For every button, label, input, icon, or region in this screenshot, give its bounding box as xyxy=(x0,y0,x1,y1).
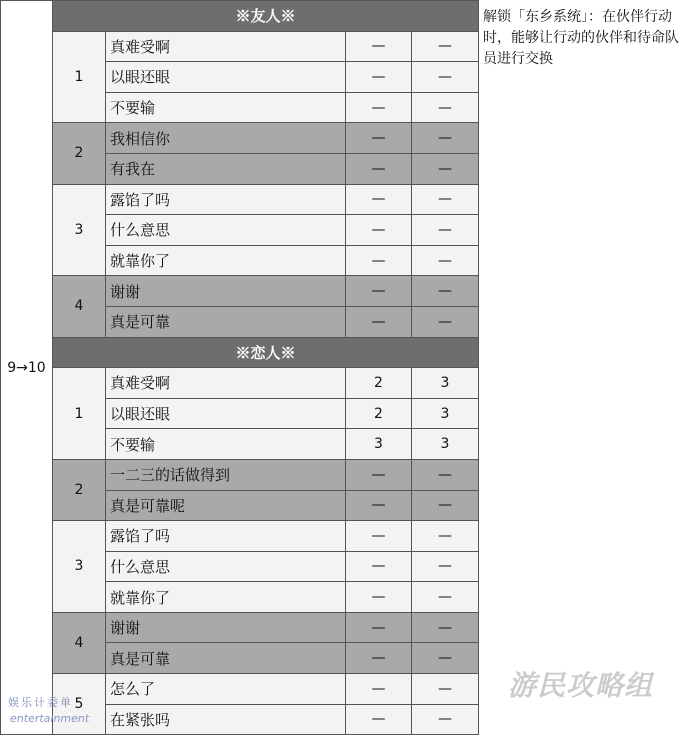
value-cell-2: — xyxy=(412,153,479,184)
value-cell-2: — xyxy=(412,31,479,62)
option-text-cell: 一二三的话做得到 xyxy=(106,459,346,490)
value-cell-2: — xyxy=(412,276,479,307)
value-cell-2: — xyxy=(412,123,479,154)
value-cell-2: — xyxy=(412,215,479,246)
value-cell-1: 3 xyxy=(346,429,412,460)
value-cell-1: — xyxy=(346,215,412,246)
value-cell-1: — xyxy=(346,674,412,705)
value-cell-2: — xyxy=(412,582,479,613)
value-cell-2: 3 xyxy=(412,398,479,429)
option-text-cell: 以眼还眼 xyxy=(106,62,346,93)
value-cell-1: — xyxy=(346,276,412,307)
option-text-cell: 我相信你 xyxy=(106,123,346,154)
value-cell-2: 3 xyxy=(412,368,479,399)
value-cell-1: — xyxy=(346,490,412,521)
value-cell-2: — xyxy=(412,612,479,643)
value-cell-1: — xyxy=(346,521,412,552)
choice-number-cell: 1 xyxy=(53,31,106,123)
value-cell-2: — xyxy=(412,704,479,735)
option-text-cell: 谢谢 xyxy=(106,612,346,643)
value-cell-1: — xyxy=(346,92,412,123)
option-text-cell: 谢谢 xyxy=(106,276,346,307)
option-text-cell: 就靠你了 xyxy=(106,582,346,613)
option-text-cell: 什么意思 xyxy=(106,215,346,246)
value-cell-2: — xyxy=(412,306,479,337)
value-cell-1: 2 xyxy=(346,368,412,399)
value-cell-1: — xyxy=(346,184,412,215)
value-cell-2: — xyxy=(412,521,479,552)
level-range-cell: 9→10 xyxy=(1,1,53,735)
option-text-cell: 有我在 xyxy=(106,153,346,184)
value-cell-1: — xyxy=(346,306,412,337)
value-cell-1: — xyxy=(346,459,412,490)
value-cell-2: — xyxy=(412,459,479,490)
value-cell-1: — xyxy=(346,612,412,643)
watermark-site: 游民攻略组 xyxy=(508,669,654,702)
value-cell-2: 3 xyxy=(412,429,479,460)
choice-number-cell: 5 xyxy=(53,674,106,735)
value-cell-2: — xyxy=(412,92,479,123)
option-text-cell: 怎么了 xyxy=(106,674,346,705)
value-cell-1: — xyxy=(346,153,412,184)
option-text-cell: 在紧张吗 xyxy=(106,704,346,735)
option-text-cell: 真是可靠呢 xyxy=(106,490,346,521)
section-title-friend: ※友人※ xyxy=(53,1,479,32)
choice-number-cell: 3 xyxy=(53,521,106,613)
option-text-cell: 不要输 xyxy=(106,92,346,123)
option-text-cell: 真是可靠 xyxy=(106,643,346,674)
option-text-cell: 什么意思 xyxy=(106,551,346,582)
option-text-cell: 真难受啊 xyxy=(106,31,346,62)
option-text-cell: 不要输 xyxy=(106,429,346,460)
value-cell-2: — xyxy=(412,490,479,521)
choice-number-cell: 3 xyxy=(53,184,106,276)
value-cell-1: 2 xyxy=(346,398,412,429)
choice-number-cell: 4 xyxy=(53,612,106,673)
value-cell-1: — xyxy=(346,704,412,735)
value-cell-2: — xyxy=(412,245,479,276)
option-text-cell: 就靠你了 xyxy=(106,245,346,276)
option-text-cell: 以眼还眼 xyxy=(106,398,346,429)
choice-number-cell: 2 xyxy=(53,123,106,184)
watermark-en: entertainment xyxy=(10,712,90,725)
value-cell-1: — xyxy=(346,582,412,613)
value-cell-2: — xyxy=(412,551,479,582)
option-text-cell: 真是可靠 xyxy=(106,306,346,337)
option-text-cell: 真难受啊 xyxy=(106,368,346,399)
value-cell-1: — xyxy=(346,62,412,93)
value-cell-2: — xyxy=(412,643,479,674)
value-cell-1: — xyxy=(346,31,412,62)
choice-number-cell: 2 xyxy=(53,459,106,520)
value-cell-2: — xyxy=(412,674,479,705)
value-cell-2: — xyxy=(412,62,479,93)
unlock-note-cell: 解锁「东乡系统」：在伙伴行动时，能够让行动的伙伴和待命队员进行交换 xyxy=(479,1,700,735)
section-header-row xyxy=(1,1,700,32)
section-title-lover: ※恋人※ xyxy=(53,337,479,368)
choice-number-cell: 4 xyxy=(53,276,106,337)
option-text-cell: 露馅了吗 xyxy=(106,521,346,552)
watermark-cn: 娱乐计委单 xyxy=(8,696,73,709)
value-cell-2: — xyxy=(412,184,479,215)
value-cell-1: — xyxy=(346,245,412,276)
choice-number-cell: 1 xyxy=(53,368,106,460)
option-text-cell: 露馅了吗 xyxy=(106,184,346,215)
value-cell-1: — xyxy=(346,551,412,582)
value-cell-1: — xyxy=(346,643,412,674)
value-cell-1: — xyxy=(346,123,412,154)
